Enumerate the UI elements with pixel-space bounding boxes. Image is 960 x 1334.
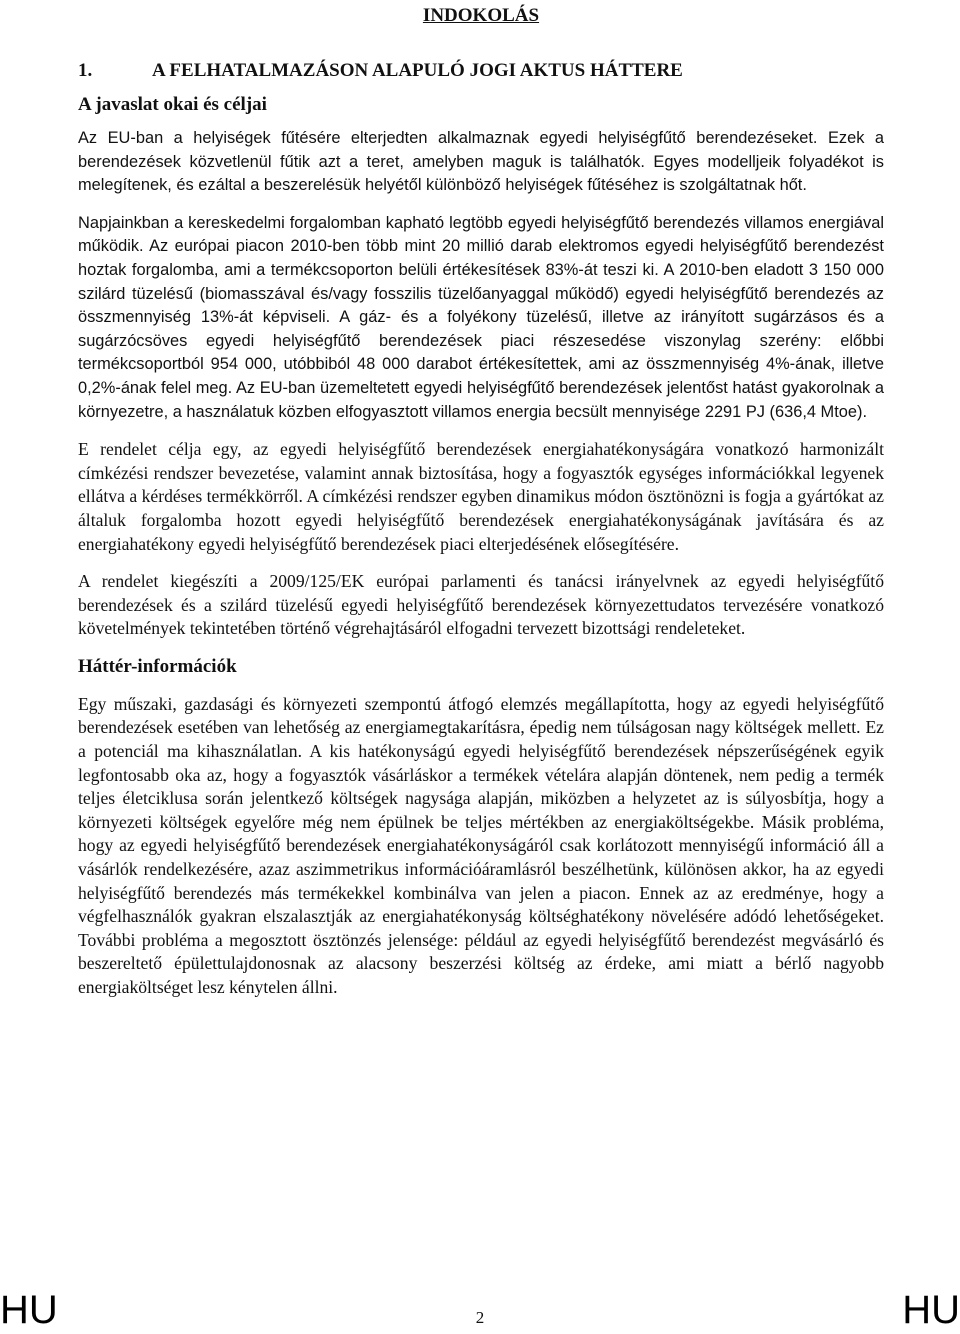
section-title: A FELHATALMAZÁSON ALAPULÓ JOGI AKTUS HÁTTERE [152,60,683,81]
subheading-reasons: A javaslat okai és céljai [78,94,267,115]
document-page [78,0,884,1000]
paragraph-regulation-aim: E rendelet célja egy, az egyedi helyiségfűtő berendezések energiahatékonyságára vonatkozó harmonizált címkézési rendszer bevezetése, valamint annak biztosítása, hogy a fogyasztók egységes információkkal legyenek ellátva a kérdéses termékkörről. A címkézési rendszer egyben dinamikus módon ösztönözni is fogja a gyártókat az általuk forgalomba hozott egyedi helyiségfűtő berendezések energiahatékonyságának javítására és az energiahatékony egyedi helyiségfűtő berendezések piaci elterjedésének elősegítésére. [78,439,884,554]
paragraph-supplement: A rendelet kiegészíti a 2009/125/EK európai parlamenti és tanácsi irányelvnek az egyedi helyiségfűtő berendezések és a szilárd tüzelésű egyedi helyiségfűtő berendezések környezettudatos tervezésére vonatkozó követelmények tekintetében történő végrehajtásáról elfogadni tervezett bizottsági rendeleteket. [78,571,884,639]
section-heading [78,59,884,83]
page-footer [0,1290,960,1334]
document-title: INDOKOLÁS [422,5,540,26]
paragraph-background: Egy műszaki, gazdasági és környezeti szempontú átfogó elemzés megállapította, hogy az egyedi helyiségfűtő berendezések esetében van lehetőség az energiamegtakarításra, épedig nem túlságosan nagy költségek mellett. Ez a potenciál ma kihasználatlan. A kis hatékonyságú egyedi helyiségfűtő berendezések népszerűségének egyik legfontosabb oka az, hogy a fogyasztók vásárláskor a termékek vételára alapján döntenek, nem pedig a termék teljes életciklusa során jelentkező költségek nagysága alapján, miközben a helyzetet az is súlyosbítja, hogy a környezeti költségek egyelőre még nem épülnek be teljes mértékben az energiaköltségekbe. Másik probléma, hogy az egyedi helyiségfűtő berendezések energiahatékonyságáról csak korlátozott mennyiségű információ áll a vásárlók rendelkezésére, azaz aszimmetrikus információáramlásról beszélhetünk, különösen akkor, ha az egyedi helyiségfűtő berendezés más termékekkel kombinálva van jelen a piacon. Ennek az az eredménye, hogy a végfelhasználók gyakran elszalasztják az energiahatékonyság költséghatékony növelésére adódó lehetőségeket. További probléma a megosztott ösztönzés jelensége: például az egyedi helyiségfűtő berendezést megvásárló és beszereltető épülettulajdonosnak az alacsony beszerzési költség az érdeke, ami miatt a bérlő nagyobb energiaköltséget lesz kénytelen állni. [78,693,884,997]
footer-language-right: HU [902,1288,960,1332]
section-number: 1. [78,60,93,81]
footer-language-left: HU [0,1288,58,1332]
paragraph-market: Napjainkban a kereskedelmi forgalomban kapható legtöbb egyedi helyiségfűtő berendezés villamos energiával működik. Az európai piacon 2010-ben több mint 20 millió darab elektromos egyedi helyiségfűtő berendezést hoztak forgalomba, ami a termékcsoporton belüli értékesítések 83%-át teszi ki. A 2010-ben eladott 3 150 000 szilárd tüzelésű (biomasszával és/vagy fosszilis tüzelőanyaggal működő) egyedi helyiségfűtő berendezés az összmennyiség 13%-át képviseli. A gáz- és a folyékony tüzelésű, illetve az irányított sugárzásos és a sugárzócsöves egyedi helyiségfűtő berendezések piaci részesedése viszonylag szerény: előbbi termékcsoportból 954 000, utóbbiból 48 000 darabot értékesítettek, ami az összmennyiség 4%-ának, illetve 0,2%-ának felel meg. Az EU-ban üzemeltetett egyedi helyiségfűtő berendezések jelentőst hatást gyakorolnak a környezetre, a használatuk közben elfogyasztott villamos energia becsült mennyisége 2291 PJ (636,4 Mtoe). [78,213,884,421]
subheading-background: Háttér-információk [78,655,237,677]
page-number: 2 [475,1308,485,1327]
paragraph-intro: Az EU-ban a helyiségek fűtésére elterjedten alkalmaznak egyedi helyiségfűtő berendezéseket. Ezek a berendezések közvetlenül fűtik azt a teret, amelyben maguk is találhatók. Egyes modelljeik folyadékot is melegítenek, és ezáltal a beszerelésük helyétől különböző helyiségek fűtéséhez is szolgáltatnak hőt. [78,129,884,195]
